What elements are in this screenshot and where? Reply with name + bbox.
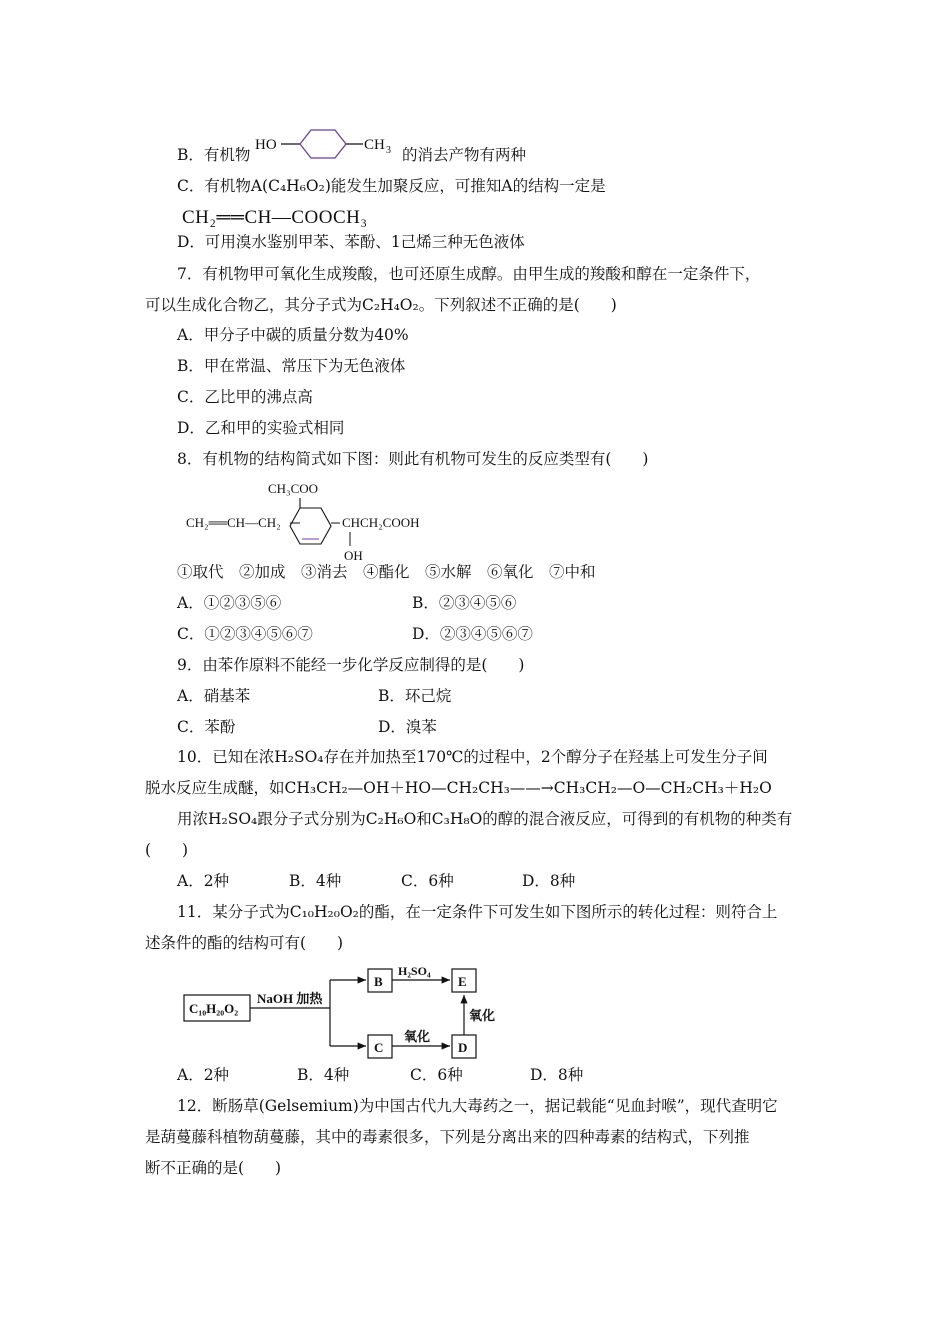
q11-option-b: B．4种 <box>297 1066 350 1084</box>
q8-reaction-list: ①取代 ②加成 ③消去 ④酯化 ⑤水解 ⑥氧化 ⑦中和 <box>177 563 596 581</box>
struct-ch3-label: CH <box>364 137 385 153</box>
q7-option-d: D．乙和甲的实验式相同 <box>177 419 345 437</box>
struct-ho-label: HO <box>255 137 277 153</box>
cyclohexane-structure <box>253 122 403 162</box>
q9-option-a: A．硝基苯 <box>177 687 251 705</box>
q10-stem-line1: 10．已知在浓H₂SO₄存在并加热至170℃的过程中，2个醇分子在羟基上可发生分子间 <box>177 748 768 766</box>
q10-option-c: C．6种 <box>401 872 454 890</box>
q8-option-d: D．②③④⑤⑥⑦ <box>412 625 533 643</box>
q8-option-b: B．②③④⑤⑥ <box>412 594 517 612</box>
q12-stem-line3: 断不正确的是( ) <box>145 1159 282 1177</box>
q8-struct-right: CHCH₂COOH <box>342 515 420 530</box>
q11-option-a: A．2种 <box>177 1066 230 1084</box>
q9-option-b: B．环己烷 <box>378 687 452 705</box>
node-e-label: E <box>458 974 467 989</box>
q10-stem-line4: ( ) <box>145 841 189 859</box>
q7-option-b: B．甲在常温、常压下为无色液体 <box>177 357 406 375</box>
q10-option-b: B．4种 <box>289 872 342 890</box>
q9-option-c: C．苯酚 <box>177 718 236 736</box>
q6-option-b <box>177 145 250 165</box>
q7-stem-line2: 可以生成化合物乙，其分子式为C₂H₄O₂。下列叙述不正确的是( ) <box>145 296 617 314</box>
q8-struct-top: CH₃COO <box>268 481 319 496</box>
q7-stem-line1: 7．有机物甲可氧化生成羧酸，也可还原生成醇。由甲生成的羧酸和醇在一定条件下， <box>177 265 761 283</box>
node-start-label: C₁₀H₂₀O₂ <box>189 1001 239 1016</box>
q8-option-c: C．①②③④⑤⑥⑦ <box>177 625 313 643</box>
q9-stem: 9．由苯作原料不能经一步化学反应制得的是( ) <box>177 656 525 674</box>
q11-flow-diagram <box>180 962 510 1062</box>
q6-option-b-prefix: B．有机物 <box>177 146 251 164</box>
q12-stem-line1: 12．断肠草(Gelsemium)为中国古代九大毒药之一，据记载能“见血封喉”，现代查明它 <box>177 1097 778 1115</box>
q6-option-d: D．可用溴水鉴别甲苯、苯酚、1己烯三种无色液体 <box>177 233 525 251</box>
q8-struct-left: CH₂══CH—CH₂ <box>186 515 281 530</box>
q10-option-d: D．8种 <box>522 872 576 890</box>
q6-option-c: C．有机物A(C₄H₆O₂)能发生加聚反应，可推知A的结构一定是 <box>177 177 606 195</box>
q7-option-a: A．甲分子中碳的质量分数为40% <box>177 326 409 344</box>
q11-option-c: C．6种 <box>410 1066 463 1084</box>
q11-option-d: D．8种 <box>530 1066 584 1084</box>
node-c-label: C <box>374 1040 384 1055</box>
q10-stem-line3: 用浓H₂SO₄跟分子式分别为C₂H₆O和C₃H₈O的醇的混合液反应，可得到的有机物的种类有 <box>177 810 793 828</box>
node-d-label: D <box>458 1040 468 1055</box>
q10-stem-line2: 脱水反应生成醚，如CH₃CH₂—OH＋HO—CH₂CH₃——→CH₃CH₂—O—CH₂CH₃＋H₂O <box>145 779 772 797</box>
q8-struct-bottom: OH <box>344 548 363 563</box>
q10-option-a: A．2种 <box>177 872 230 890</box>
q11-stem-line2: 述条件的酯的结构可有( ) <box>145 934 344 952</box>
q8-structure <box>182 476 452 568</box>
cyclohexane-ring <box>300 130 346 158</box>
cond-ox1-label: 氧化 <box>404 1029 431 1044</box>
q7-option-c: C．乙比甲的沸点高 <box>177 388 313 406</box>
q12-stem-line2: 是葫蔓藤科植物葫蔓藤，其中的毒素很多，下列是分离出来的四种毒素的结构式，下列推 <box>145 1128 750 1146</box>
q8-option-a: A．①②③⑤⑥ <box>177 594 282 612</box>
cond-naoh-label: NaOH 加热 <box>257 991 323 1006</box>
cond-ox2-label: 氧化 <box>469 1008 496 1023</box>
q6-option-c-formula: CH₂══CH—COOCH₃ <box>182 207 368 228</box>
q11-stem-line1: 11．某分子式为C₁₀H₂₀O₂的酯，在一定条件下可发生如下图所示的转化过程：则符合上 <box>177 903 778 921</box>
struct-ch3-sub: 3 <box>386 145 391 156</box>
node-b-label: B <box>374 974 383 989</box>
q6-option-b-suffix: 的消去产物有两种 <box>402 146 527 164</box>
q9-option-d: D．溴苯 <box>378 718 437 736</box>
cond-h2so4-label: H₂SO₄ <box>398 964 431 978</box>
q8-stem: 8．有机物的结构简式如下图：则此有机物可发生的反应类型有( ) <box>177 450 649 468</box>
